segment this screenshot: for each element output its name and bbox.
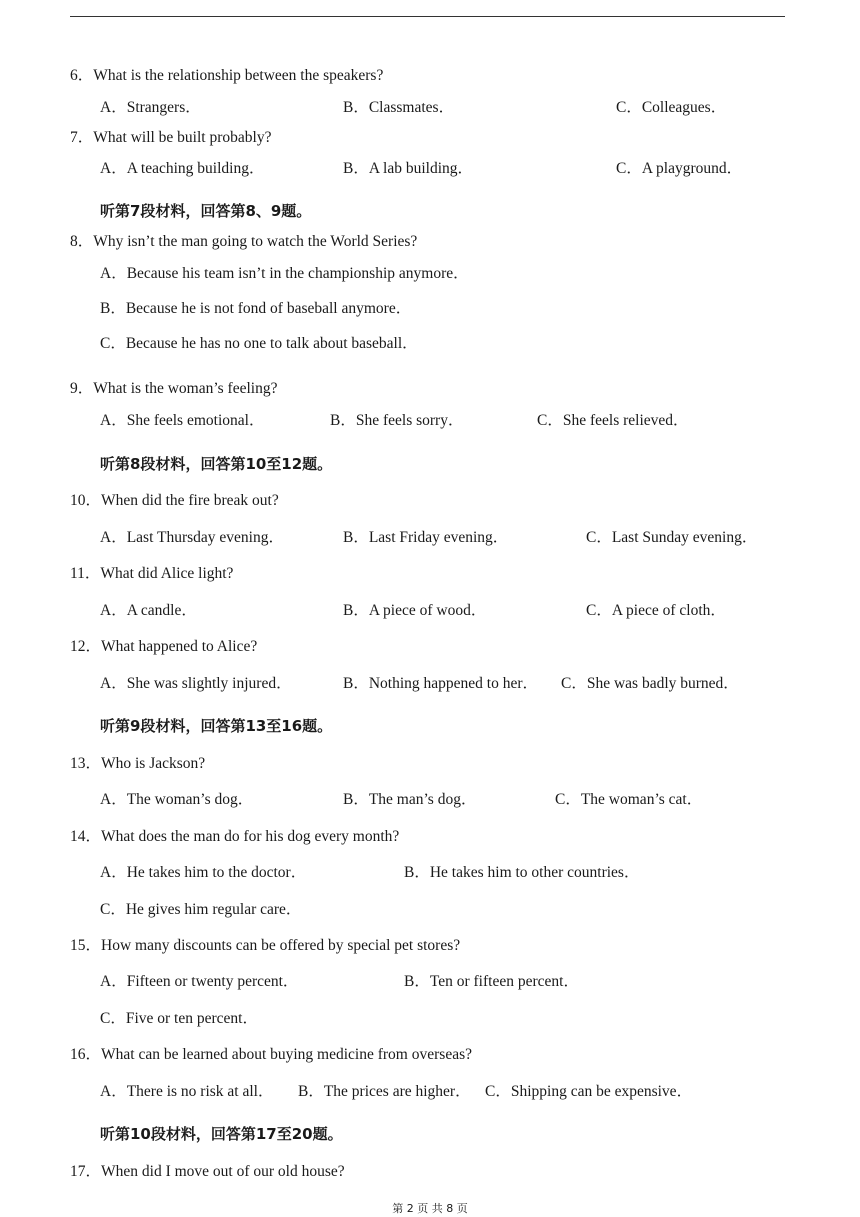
section-heading-9: 听第9段材料，回答第13至16题。 (100, 717, 333, 735)
question-6-option-b: B．Classmates． (343, 99, 455, 116)
section-heading-7: 听第7段材料，回答第8、9题。 (100, 202, 312, 220)
question-7-option-b: B．A lab building． (343, 160, 474, 177)
question-12-stem: 12．What happened to Alice? (70, 638, 258, 655)
question-8-option-b: B．Because he is not fond of baseball anymore． (100, 300, 412, 317)
question-16-option-b: B．The prices are higher． (298, 1083, 471, 1100)
question-16-option-a: A．There is no risk at all． (100, 1083, 274, 1100)
question-9-option-b: B．She feels sorry． (330, 412, 464, 429)
page-footer: 第 2 页 共 8 页 (392, 1202, 468, 1215)
section-heading-8: 听第8段材料，回答第10至12题。 (100, 455, 333, 473)
question-7-option-a: A．A teaching building． (100, 160, 265, 177)
question-14-option-c: C．He gives him regular care． (100, 901, 302, 918)
question-14-option-a: A．He takes him to the doctor． (100, 864, 307, 881)
section-heading-10: 听第10段材料，回答第17至20题。 (100, 1125, 343, 1143)
question-16-stem: 16．What can be learned about buying medicine from overseas? (70, 1046, 472, 1063)
question-12-option-b: B．Nothing happened to her． (343, 675, 539, 692)
question-11-option-c: C．A piece of cloth． (586, 602, 726, 619)
header-rule (70, 16, 785, 17)
question-14-option-b: B．He takes him to other countries． (404, 864, 640, 881)
question-10-stem: 10．When did the fire break out? (70, 492, 279, 509)
question-16-option-c: C．Shipping can be expensive． (485, 1083, 693, 1100)
question-7-option-c: C．A playground． (616, 160, 743, 177)
question-10-option-a: A．Last Thursday evening． (100, 529, 284, 546)
question-9-stem: 9．What is the woman’s feeling? (70, 380, 278, 397)
question-13-option-a: A．The woman’s dog． (100, 791, 254, 808)
question-8-stem: 8．Why isn’t the man going to watch the World Series? (70, 233, 418, 250)
question-13-stem: 13．Who is Jackson? (70, 755, 206, 772)
question-8-option-c: C．Because he has no one to talk about baseball． (100, 335, 418, 352)
question-15-option-c: C．Five or ten percent． (100, 1010, 258, 1027)
question-11-stem: 11．What did Alice light? (70, 565, 234, 582)
question-13-option-b: B．The man’s dog． (343, 791, 477, 808)
question-7-stem: 7．What will be built probably? (70, 129, 272, 146)
question-15-option-a: A．Fifteen or twenty percent． (100, 973, 299, 990)
question-11-option-a: A．A candle． (100, 602, 197, 619)
question-9-option-c: C．She feels relieved． (537, 412, 689, 429)
question-10-option-c: C．Last Sunday evening． (586, 529, 758, 546)
question-8-option-a: A．Because his team isn’t in the championship anymore． (100, 265, 469, 282)
question-10-option-b: B．Last Friday evening． (343, 529, 509, 546)
question-13-option-c: C．The woman’s cat． (555, 791, 703, 808)
question-17-stem: 17．When did I move out of our old house? (70, 1163, 345, 1180)
question-11-option-b: B．A piece of wood． (343, 602, 487, 619)
question-15-stem: 15．How many discounts can be offered by special pet stores? (70, 937, 461, 954)
question-9-option-a: A．She feels emotional． (100, 412, 265, 429)
question-6-option-c: C．Colleagues． (616, 99, 727, 116)
question-6-option-a: A．Strangers． (100, 99, 201, 116)
question-6-stem: 6．What is the relationship between the speakers? (70, 67, 384, 84)
question-14-stem: 14．What does the man do for his dog every month? (70, 828, 400, 845)
question-12-option-a: A．She was slightly injured． (100, 675, 292, 692)
question-12-option-c: C．She was badly burned． (561, 675, 739, 692)
question-15-option-b: B．Ten or fifteen percent． (404, 973, 579, 990)
